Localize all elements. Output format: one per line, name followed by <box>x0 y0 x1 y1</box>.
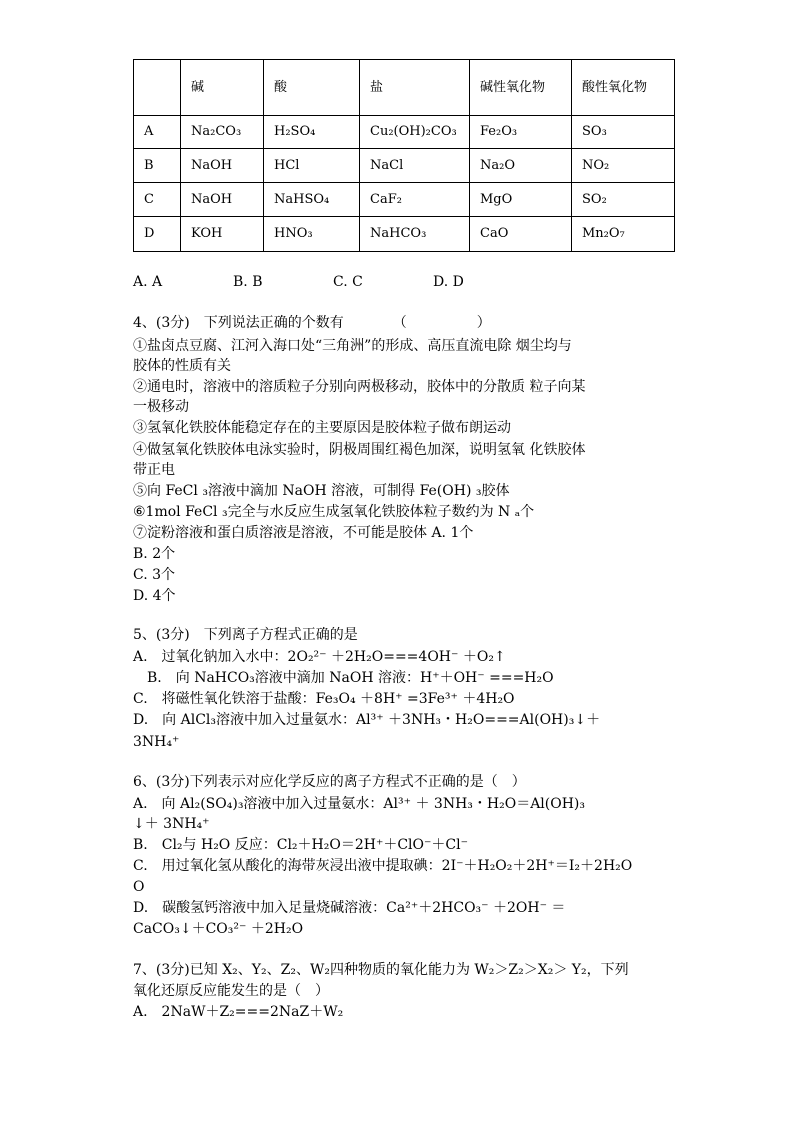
q5-title: 5、(3分) 下列离子方程式正确的是 <box>133 627 358 643</box>
table-cell: NaOH <box>181 149 264 183</box>
table-cell: NO₂ <box>572 149 675 183</box>
table-cell: HCl <box>264 149 360 183</box>
table-cell: SO₂ <box>572 183 675 217</box>
q5-line: D. 向 AlCl₃溶液中加入过量氨水：Al³⁺ ＋3NH₃・H₂O===Al(OH)₃↓＋ <box>133 712 601 728</box>
table-cell: NaHSO₄ <box>264 183 360 217</box>
q4-line: ⑥1mol FeCl ₃完全与水反应生成氢氧化铁胶体粒子数约为 N ₐ个 <box>133 504 535 520</box>
table-cell: C <box>134 183 181 217</box>
option-c: C. C <box>333 274 363 290</box>
q4-line: C. 3个 <box>133 567 176 583</box>
table-row <box>134 116 675 149</box>
q4-line: ④做氢氧化铁胶体电泳实验时，阴极周围红褐色加深，说明氢氧 化铁胶体 <box>133 442 586 458</box>
q3-options <box>133 273 464 291</box>
q4-line: ⑦淀粉溶液和蛋白质溶液是溶液，不可能是胶体 A. 1个 <box>133 525 474 541</box>
table-cell: CaF₂ <box>360 183 470 217</box>
table-cell <box>134 60 181 116</box>
q5-line: A. 过氧化钠加入水中：2O₂²⁻ ＋2H₂O===4OH⁻ ＋O₂↑ <box>133 649 506 665</box>
q4-line: 胶体的性质有关 <box>133 358 231 374</box>
option-b: B. B <box>233 274 263 290</box>
table-row <box>134 217 675 252</box>
q7-line: A. 2NaW＋Z₂===2NaZ＋W₂ <box>133 1004 344 1020</box>
table-cell: H₂SO₄ <box>264 116 360 149</box>
q6-title: 6、(3分)下列表示对应化学反应的离子方程式不正确的是（ ） <box>133 774 526 790</box>
table-header-row <box>134 60 675 116</box>
table-cell: B <box>134 149 181 183</box>
q4-line: 带正电 <box>133 462 175 478</box>
table-cell: Fe₂O₃ <box>470 116 572 149</box>
table-cell: HNO₃ <box>264 217 360 252</box>
table-cell: 酸 <box>264 60 360 116</box>
q4-line: ①盐卤点豆腐、江河入海口处“三角洲”的形成、高压直流电除 烟尘均与 <box>133 338 572 354</box>
table-cell: Mn₂O₇ <box>572 217 675 252</box>
classification-table <box>133 59 675 252</box>
q4-line: ③氢氧化铁胶体能稳定存在的主要原因是胶体粒子做布朗运动 <box>133 420 511 436</box>
table-cell: NaCl <box>360 149 470 183</box>
q6-line: A. 向 Al₂(SO₄)₃溶液中加入过量氨水：Al³⁺ ＋ 3NH₃・H₂O＝Al(OH)₃ <box>133 796 586 812</box>
table-cell: CaO <box>470 217 572 252</box>
q7-title: 7、(3分)已知 X₂、Y₂、Z₂、W₂四种物质的氧化能力为 W₂＞Z₂＞X₂＞ Y₂，下列 <box>133 962 629 978</box>
q5-line: B. 向 NaHCO₃溶液中滴加 NaOH 溶液：H⁺＋OH⁻ ===H₂O <box>133 670 554 686</box>
q6-line: O <box>133 879 145 895</box>
table-cell: A <box>134 116 181 149</box>
table-row <box>134 183 675 217</box>
table-cell: NaOH <box>181 183 264 217</box>
table-row <box>134 149 675 183</box>
q4-line: D. 4个 <box>133 588 176 604</box>
table-cell: Na₂CO₃ <box>181 116 264 149</box>
table-cell: 盐 <box>360 60 470 116</box>
q6-line: D. 碳酸氢钙溶液中加入足量烧碱溶液：Ca²⁺＋2HCO₃⁻ ＋2OH⁻ ＝ <box>133 900 566 916</box>
table-cell: D <box>134 217 181 252</box>
table-cell: 碱 <box>181 60 264 116</box>
q7-line: 氧化还原反应能发生的是（ ） <box>133 983 329 999</box>
table-cell: 碱性氧化物 <box>470 60 572 116</box>
q6-line: ↓＋ 3NH₄⁺ <box>133 816 210 832</box>
q5-line: C. 将磁性氧化铁溶于盐酸：Fe₃O₄ ＋8H⁺ =3Fe³⁺ ＋4H₂O <box>133 691 515 707</box>
table-cell: SO₃ <box>572 116 675 149</box>
table-cell: Cu₂(OH)₂CO₃ <box>360 116 470 149</box>
table-cell: 酸性氧化物 <box>572 60 675 116</box>
q4-title: 4、(3分) 下列说法正确的个数有 （ ） <box>133 315 491 331</box>
option-d: D. D <box>433 274 464 290</box>
table-cell: MgO <box>470 183 572 217</box>
option-a: A. A <box>133 274 163 290</box>
table-cell: Na₂O <box>470 149 572 183</box>
q4-line: B. 2个 <box>133 546 176 562</box>
q5-line: 3NH₄⁺ <box>133 734 180 750</box>
q4-line: 一极移动 <box>133 399 189 415</box>
q6-line: B. Cl₂与 H₂O 反应：Cl₂＋H₂O＝2H⁺＋ClO⁻＋Cl⁻ <box>133 837 468 853</box>
q6-line: C. 用过氧化氢从酸化的海带灰浸出液中提取碘：2I⁻＋H₂O₂＋2H⁺＝I₂＋2H₂O <box>133 858 633 874</box>
table-cell: NaHCO₃ <box>360 217 470 252</box>
table-cell: KOH <box>181 217 264 252</box>
q4-line: ⑤向 FeCl ₃溶液中滴加 NaOH 溶液，可制得 Fe(OH) ₃胶体 <box>133 483 510 499</box>
q6-line: CaCO₃↓＋CO₃²⁻ ＋2H₂O <box>133 921 304 937</box>
q4-line: ②通电时，溶液中的溶质粒子分别向两极移动，胶体中的分散质 粒子向某 <box>133 379 586 395</box>
